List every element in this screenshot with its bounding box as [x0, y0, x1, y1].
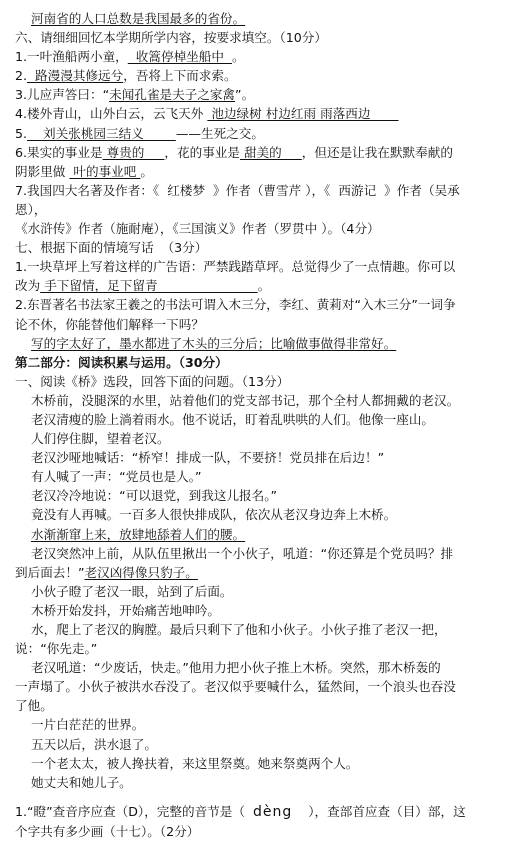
text-segment: 老汉清瘦的脸上淌着雨水。他不说话，盯着乱哄哄的人们。他像一座山。: [15, 411, 435, 427]
text-segment: 老汉突然冲上前，从队伍里揪出一个小伙子，吼道：“你还算是个党员吗？排: [15, 545, 454, 561]
underlined-answer: 收篙停棹坐船中: [127, 49, 232, 65]
text-segment: 改为: [15, 278, 41, 294]
text-segment: ，花的事业是: [164, 144, 240, 160]
text-segment: 第二部分：阅读积累与运用。（30分）: [15, 354, 228, 370]
text-segment: 1.一叶渔船两小童，: [15, 49, 128, 65]
text-line: [15, 85, 518, 104]
text-line: [15, 143, 518, 162]
text-segment: 4.楼外青山，山外白云，云飞天外: [15, 106, 208, 122]
text-segment: 一片白茫茫的世界。: [15, 717, 145, 733]
underlined-answer: 池边绿树 村边红雨 雨落西边: [207, 106, 399, 122]
text-segment: 3.儿应声答曰：“: [15, 87, 110, 103]
section-heading: [15, 353, 518, 372]
text-line: [15, 162, 518, 181]
text-line: [15, 448, 518, 467]
text-line: [15, 238, 518, 257]
text-line: [15, 601, 518, 620]
underlined-answer: 甜美的: [239, 144, 302, 160]
text-line: [15, 802, 518, 822]
underlined-answer: 河南省的人口总数是我国最多的省份。: [31, 11, 246, 26]
underlined-answer: 未闻孔雀是夫子之家禽: [109, 87, 236, 103]
text-segment: [15, 11, 31, 26]
text-line: [15, 9, 518, 28]
text-line: [15, 822, 518, 841]
text-line: [15, 47, 518, 66]
text-segment: 她丈夫和她儿子。: [15, 774, 132, 790]
text-segment: 1.一块草坪上写着这样的广告语：严禁践踏草坪。总觉得少了一点情趣。你可以: [15, 259, 456, 275]
text-line: [15, 276, 518, 295]
text-segment: 水，爬上了老汉的胸膛。最后只剩下了他和小伙子。小伙子推了老汉一把，: [15, 622, 447, 637]
text-segment: 了他。: [15, 698, 53, 714]
text-segment: 老汉冷冷地说：“可以退党，到我这儿报名。”: [15, 488, 278, 504]
underlined-answer: 尊贵的: [102, 144, 165, 160]
text-segment: 7.我国四大名著及作者：《 红楼梦 》作者（曹雪芹 ），《 西游记 》作者（吴承: [15, 182, 460, 198]
text-line: [15, 66, 518, 85]
text-line: [15, 696, 518, 715]
text-line: [15, 219, 518, 238]
exam-page: [15, 9, 518, 841]
text-line: [15, 715, 518, 734]
text-segment: ，但还是让我在默默奉献的: [301, 144, 453, 160]
text-segment: 。: [257, 278, 271, 294]
text-line: [15, 124, 518, 143]
text-line: [15, 467, 518, 486]
text-segment: 2.东晋著名书法家王羲之的书法可谓入木三分，李红、黄莉对“入木三分”一词争: [15, 297, 456, 313]
pinyin-answer: dèng: [252, 803, 293, 820]
text-segment: 一声塌了。小伙子被洪水吞没了。老汉似乎要喊什么，猛然间，一个浪头也吞没: [15, 679, 456, 695]
text-line: [15, 773, 518, 792]
text-segment: 木桥开始发抖，开始痛苦地呻吟。: [15, 602, 220, 618]
text-line: [15, 563, 518, 582]
text-segment: 人们停住脚，望着老汉。: [15, 431, 170, 447]
text-segment: 《水浒传》作者（施耐庵），《三国演义》作者（罗贯中 ）。（4分）: [15, 221, 380, 237]
underlined-answer: 路漫漫其修远兮: [27, 68, 124, 84]
text-segment: [15, 336, 31, 351]
text-segment: 说：“你先走。”: [15, 641, 98, 657]
text-line: [15, 677, 518, 696]
underlined-answer: 刘关张桃园三结义: [27, 125, 176, 141]
text-line: [15, 639, 518, 658]
text-line: [15, 410, 518, 429]
text-segment: 5.: [15, 125, 28, 141]
text-line: [15, 28, 518, 47]
text-line: [15, 754, 518, 773]
text-segment: ——生死之交。: [175, 125, 264, 141]
text-line: [15, 735, 518, 754]
text-segment: 6.果实的事业是: [15, 144, 103, 160]
text-segment: 木桥前，没腿深的水里，站着他们的党支部书记，那个全村人都拥戴的老汉。: [15, 392, 460, 408]
text-segment: 。: [231, 49, 245, 65]
text-segment: ”。: [235, 87, 255, 103]
text-segment: 七、根据下面的情境写话 （3分）: [15, 240, 208, 256]
text-segment: 阴影里做: [15, 163, 70, 179]
text-line: [15, 391, 518, 410]
text-segment: 六、请细细回忆本学期所学内容，按要求填空。（10分）: [15, 30, 327, 46]
text-segment: 老汉吼道：“少废话，快走。”他用力把小伙子推上木桥。突然，那木桥轰的: [15, 660, 441, 676]
text-segment: 到后面去！”: [15, 564, 85, 580]
text-segment: 老汉沙哑地喊话：“桥窄！排成一队，不要挤！党员排在后边！”: [15, 450, 385, 466]
text-segment: 个字共有多少画（十七）。（2分）: [15, 823, 200, 839]
text-line: [15, 525, 518, 544]
text-segment: 。: [140, 163, 153, 179]
text-line: [15, 505, 518, 524]
text-segment: ），查部首应查（目）部，这: [292, 803, 466, 819]
underlined-answer: 水渐渐窜上来，放肆地舔着人们的腰。: [31, 526, 246, 542]
text-segment: 五天以后，洪水退了。: [15, 736, 157, 752]
text-segment: 1.“瞪”查音序应查（D），完整的音节是（: [15, 803, 253, 819]
text-line: [15, 257, 518, 276]
text-line: [15, 658, 518, 677]
text-line: [15, 104, 518, 123]
text-line: [15, 372, 518, 391]
text-segment: 小伙子瞪了老汉一眼，站到了后面。: [15, 583, 233, 599]
text-line: [15, 181, 518, 200]
text-segment: 一、阅读《桥》选段，回答下面的问题。（13分）: [15, 373, 290, 389]
text-segment: 竟没有人再喊。一百多人很快排成队，依次从老汉身边奔上木桥。: [15, 507, 397, 523]
text-line: [15, 334, 518, 353]
underlined-answer: 写的字太好了，墨水都进了木头的三分后；比喻做事做得非常好。: [31, 335, 397, 351]
text-line: [15, 544, 518, 563]
text-segment: 一个老太太，被人搀扶着，来这里祭奠。她来祭奠两个人。: [15, 755, 359, 771]
text-line: [15, 582, 518, 601]
underlined-answer: 老汉凶得像只豹子。: [84, 564, 198, 580]
text-segment: 有人喊了一声：“党员也是人。”: [15, 469, 202, 485]
underlined-answer: 叶的事业吧: [69, 163, 141, 179]
text-segment: ，吾将上下而求索。: [123, 68, 237, 84]
text-segment: 论不休，你能替他们解释一下吗？: [15, 316, 204, 332]
text-line: [15, 486, 518, 505]
text-line: [15, 429, 518, 448]
text-line: [15, 620, 518, 639]
text-segment: 恩），: [15, 201, 47, 217]
underlined-answer: 手下留情，足下留青: [40, 278, 258, 294]
text-line: [15, 200, 518, 219]
text-segment: [15, 527, 31, 542]
text-segment: 2.: [15, 68, 28, 84]
text-line: [15, 315, 518, 334]
text-line: [15, 295, 518, 314]
